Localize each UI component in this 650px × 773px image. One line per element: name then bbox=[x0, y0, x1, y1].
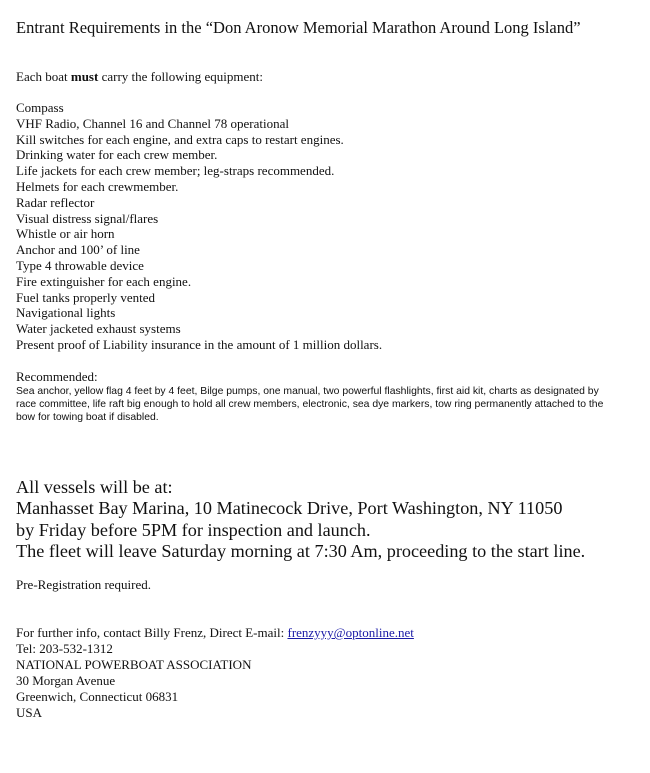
contact-street: 30 Morgan Avenue bbox=[16, 673, 116, 688]
equipment-item: Anchor and 100’ of line bbox=[16, 242, 140, 258]
equipment-item: Fire extinguisher for each engine. bbox=[16, 273, 192, 289]
contact-country: USA bbox=[16, 705, 43, 720]
equipment-item: Fuel tanks properly vented bbox=[16, 289, 155, 305]
equipment-list bbox=[16, 100, 382, 353]
contact-org: NATIONAL POWERBOAT ASSOCIATION bbox=[16, 657, 252, 672]
equipment-item: Navigational lights bbox=[16, 305, 116, 321]
equipment-item: Radar reflector bbox=[16, 194, 95, 210]
equipment-item: Life jackets for each crew member; leg-straps recommended. bbox=[16, 163, 335, 179]
vessels-line: The fleet will leave Saturday morning at 7:30 Am, proceeding to the start line. bbox=[16, 541, 586, 562]
equipment-item: Helmets for each crewmember. bbox=[16, 178, 179, 194]
recommended-heading: Recommended: bbox=[16, 369, 98, 384]
preregistration-note: Pre-Registration required. bbox=[16, 577, 152, 592]
equipment-item: Whistle or air horn bbox=[16, 226, 115, 242]
contact-info-text: For further info, contact Billy Frenz, Direct E-mail: bbox=[16, 625, 288, 640]
intro-suffix: carry the following equipment: bbox=[98, 69, 263, 84]
equipment-item: Compass bbox=[16, 100, 64, 115]
equipment-intro bbox=[16, 69, 263, 85]
vessels-line: Manhasset Bay Marina, 10 Matinecock Drive, Port Washington, NY 11050 bbox=[16, 498, 563, 519]
vessels-line: by Friday before 5PM for inspection and launch. bbox=[16, 519, 371, 540]
contact-info-line bbox=[16, 625, 414, 641]
recommended-text: Sea anchor, yellow flag 4 feet by 4 feet, Bilge pumps, one manual, two powerful flashlights, first aid kit, charts as designated by race committee, life raft big enough to hold all crew members, electronic, sea dye markers, tow ring permanently attached to the bow for towing boat if disabled. bbox=[16, 386, 604, 423]
equipment-item: Visual distress signal/flares bbox=[16, 210, 159, 226]
intro-prefix: Each boat bbox=[16, 69, 71, 84]
equipment-item: VHF Radio, Channel 16 and Channel 78 operational bbox=[16, 115, 289, 131]
intro-emphasis: must bbox=[70, 69, 99, 84]
vessels-line: All vessels will be at: bbox=[16, 477, 173, 497]
contact-city: Greenwich, Connecticut 06831 bbox=[16, 689, 179, 704]
email-link[interactable]: frenzyyy@optonline.net bbox=[287, 625, 414, 640]
equipment-item: Drinking water for each crew member. bbox=[16, 147, 218, 163]
equipment-item: Present proof of Liability insurance in the amount of 1 million dollars. bbox=[16, 336, 383, 352]
equipment-item: Water jacketed exhaust systems bbox=[16, 321, 181, 337]
equipment-item: Type 4 throwable device bbox=[16, 257, 144, 273]
equipment-item: Kill switches for each engine, and extra caps to restart engines. bbox=[16, 131, 344, 147]
contact-block bbox=[16, 625, 414, 721]
document-title: Entrant Requirements in the “Don Aronow Memorial Marathon Around Long Island” bbox=[16, 18, 581, 37]
contact-tel: Tel: 203-532-1312 bbox=[16, 641, 113, 656]
vessels-notice bbox=[16, 477, 585, 563]
